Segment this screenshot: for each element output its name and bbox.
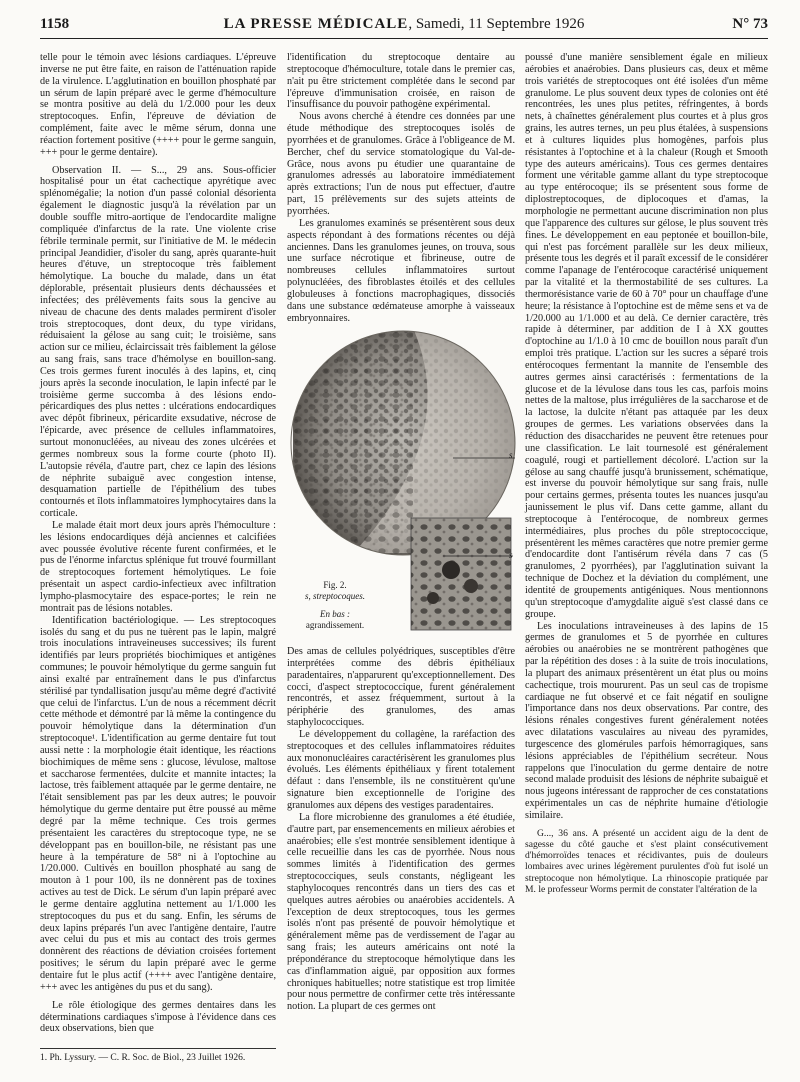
figure-magnification: agrandissement. [305, 619, 365, 630]
paragraph: Observation II. — S..., 29 ans. Sous-officier hospitalisé pour un état cachectique apyrétique avec splénomégalie; la notion d'un passé colonial désorienta également le diagnostic jusqu'à la révélation par un double souffle mitro-aortique de l'endocardite maligne compliquée d'infarctus de la rate. Une violente crise fébrile terminale permit, sur l'initiative de M. le médecin principal Jeandidier, d'isoler du sang, après quarante-huit heures d'étuve, un streptocoque très faiblement hémolytique. La bouche du malade, dans un état déplorable, présentait plusieurs dents déchaussées et infectées; des prélèvements faits sous la gencive au niveau de chacune des dents malades permirent d'isoler trois streptocoques, dont deux, du type viridans, réduisaient la gélose au sang cuit; le troisième, sans action sur ce milieu, éclaircissait très faiblement la gélose au sang frais, sans trace d'hémolyse en bouillon-sang. Ces trois germes furent inoculés à des lapins, et, cinq jours après la seconde inoculation, le lapin infecté par le troisième germe succomba à des lésions endo-péricardiques des plus nettes : ulcérations endocardiques avec dépôt fibrineux, péricardite exsudative, nécrose de l'épicarde, avec présence de cellules inflammatoires, surtout mononucléées, au niveau des zones ulcérées et germes nombreux sous la forme courte (photo II). L'autopsie révéla, d'autre part, chez ce lapin des lésions de néphrite subaiguë avec congestion intense, desquamation partielle de l'épithélium des tubes contournés et îlots inflammatoires lymphocytaires dans la corticale. [40, 164, 276, 520]
figure-marker: s [509, 550, 513, 560]
page-number: 1158 [40, 16, 70, 32]
figure-label: Fig. 2. [323, 580, 347, 590]
running-title [40, 16, 768, 33]
page-header [40, 14, 768, 39]
paragraph: poussé d'une manière sensiblement égale en milieux aérobies et anaérobies. Dans plusieurs cas, deux et même trois variétés de streptocoques ont été isolées d'un même granulome. Le plus souvent deux types de colonies ont été rencontrées, les unes plus petites, réfringentes, à bords nets, à chaînettes généralement plus courtes et à plus gros grains, les autres ternes, un peu plus étalées, à suspensions et à cultures liquides plus homogènes, parfois plus résistantes à l'optochine et à la chaleur (Rough et Smooth type des auteurs américains). Tous ces germes dentaires forment une véritable gamme allant du type streptocoque au type entérocoque; ils se présentent sous forme de diplostreptocoques, de diplocoques et d'amas, la morphologie ne permettant aucune discrimination non plus que l'apparence des cultures sur gélose, le plus souvent très fines. Le développement en eau peptonée et bouillon-bile, qui n'est pas forcément parallèle sur les deux milieux, présente tous les degrés et il paraît excessif de le considérer comme l'apanage de l'entérocoque caractérisé uniquement par la vitalité et la thermostabilité de ses cultures. La thermorésistance varie de 60 à 70° pour un chauffage d'une heure; la résistance à l'optochine est de même sens et va de 1/20.000 au 1/1.000 et au delà. Ce dernier caractère, très rapide à déterminer, par addition de I à XX gouttes d'optochine au 1/1.0 à 10 cmc de bouillon nous paraît d'un emploi très pratique. L'action sur les sucres a séparé trois entérocoques fermentant la mannite de l'ensemble des autres germes ainsi caractérisés : fermentations de la glucose et de la lévulose dans tous les cas, parfois moins nettes de la maltose, plus irrégulières de la saccharose et de la lactose, la dulcite n'étant pas attaquée par les deux groupes de germes. Les variations observées dans la réduction des disaccharides ne peuvent être retenues pour une classification. Le lait tournesolé est généralement coagulé, rougi et partiellement décoloré. L'action sur la gélose au sang chauffé jusqu'à brunissement, schématique, est inverse du pouvoir hémolytique sur sang frais, nulle pour certains germes, présenta toutes les nuances jusqu'au jaunissement le plus vif. Dans cette gamme, allant du streptocoque à l'entérocoque, de nombreux germes intermédiaires, plus proches du pôle streptococcique, présentèrent les mêmes caractères que notre premier germe d'endocardite dont l'antisérum révéla dans 7 cas (5 granulomes, 2 pyorrhées), par l'agglutination suivant la technique de Dochez et la déviation du complément, une identité de groupements antigéniques. Nous mentionnons qu'un streptocoque d'amygdalite aiguë s'est classé dans ce groupe. [525, 52, 768, 620]
footnote: 1. Ph. Lyssury. — C. R. Soc. de Biol., 23 Juillet 1926. [40, 1048, 276, 1064]
paragraph: l'identification du streptocoque dentaire au streptocoque d'hémoculture, totale dans le premier cas, n'ait pu être strictement complétée dans le second par l'épreuve d'immunisation croisée, en raison de l'insuffisance du pouvoir pathogène expérimental. [287, 52, 515, 111]
figure-legend: s, streptocoques. [305, 590, 365, 601]
middle-top-text [287, 52, 515, 324]
figure-inset-note: En bas : [320, 609, 350, 619]
paragraph: Le rôle étiologique des germes dentaires dans les déterminations cardiaques s'impose à l'évidence dans ces deux observations, bien que [40, 999, 276, 1035]
paragraph: Des amas de cellules polyédriques, susceptibles d'être interprétées comme des débris épithéliaux paradentaires, n'apparurent qu'exceptionnellement. Des cocci, d'aspect streptococcique, furent généralement rencontrés, et assez fréquemment, surtout à la périphérie des granulomes, des amas staphylococciques. [287, 646, 515, 729]
case-note: G..., 36 ans. A présenté un accident aigu de la dent de sagesse du côté gauche et s'est plaint consécutivement d'hémorroïdes tenaces et récidivantes, puis de douleurs lombaires avec urines légèrement purulentes d'où fut isolé un streptocoque non hémolytique. La rhinoscopie pratiquée par M. le professeur Worms permit de constater l'altération de la [525, 827, 768, 895]
figure-caption [295, 580, 375, 630]
issue-number: N° 73 [732, 16, 768, 32]
paragraph: Nous avons cherché à étendre ces données par une étude méthodique des streptocoques isolés de pyorrhées et de granulomes. Grâce à l'obligeance de M. Bercher, chef du service stomatologique du Val-de-Grâce, nous avons pu étudier une quarantaine de granulomes adressés au laboratoire immédiatement après extractions; l'un de nous put effectuer, d'autre part, 15 prélèvements sur des sujets atteints de pyorrhées. [287, 111, 515, 217]
issue-date: , Samedi, 11 Septembre 1926 [408, 16, 585, 32]
column-right [525, 52, 768, 1060]
paragraph: telle pour le témoin avec lésions cardiaques. L'épreuve inverse ne put être faite, en raison de l'atténuation rapide de la virulence. L'agglutination en bouillon phosphaté par un sérum de lapin préparé avec le germe d'hémoculture se montra positive au delà du 1/2.000 pour les deux streptocoques. Enfin, l'épreuve de déviation de complément, faite avec le même sérum, donna une réaction fortement positive (++++ pour le germe sanguin, +++ pour le germe dentaire). [40, 52, 276, 158]
journal-name: LA PRESSE MÉDICALE [223, 16, 409, 32]
paragraph: Les inoculations intraveineuses à des lapins de 15 germes de granulomes et 5 de pyorrhée en cultures aérobies ou anaérobies ne se montrèrent pathogènes que par la répétition des doses : à la suite de trois inoculations, la plupart des animaux présentèrent un état plus ou moins cachectique, trois moururent. Pas un seul cas de tropisme cardiaque ne fut observé et ce fait négatif en souligne l'importance dans nos deux observations. Par contre, des lésions rénales congestives furent généralement notées avec dilatations vasculaires au niveau des pyramides, turgescence des glomérules parfois hémorragiques, sans lésions appréciables de l'épithélium secréteur. Nous rappelons que l'inoculation du germe dentaire de notre second malade produisit des lésions de néphrite subaiguë et nous jugeons intéressant de rapprocher de ces constatations expérimentales un cas de néphrite humaine d'étiologie similaire. [525, 620, 768, 821]
paragraph: Le développement du collagène, la raréfaction des streptocoques et des cellules inflammatoires réduites aux mononucléaires caractérisèrent les granulomes plus évolués. Les éléments épithéliaux y firent totalement défaut : dans l'ensemble, ils ne constituèrent qu'une signature bien exceptionnelle de l'origine des granulomes aux dépens des vestiges paradentaires. [287, 728, 515, 811]
figure-marker: s [509, 450, 513, 460]
paragraph: Identification bactériologique. — Les streptocoques isolés du sang et du pus ne tuèrent pas le lapin, malgré trois inoculations intraveineuses successives; ils furent identifiés par leurs propriétés biochimiques et antigènes communes; le pouvoir hémolytique du germe sanguin fut ainsi exalté par entraînement dans le pus d'infarctus stérilisé par tyndallisation jusqu'au même degré d'activité que celui de l'infarctus. L'un de nous a récemment décrit cette méthode et démontré par là même la contingence du pouvoir hémolytique dans la détermination d'un streptocoque¹. L'identification au germe dentaire fut tout aussi nette : la morphologie était identique, les réactions biochimiques de même sens : glucose, lévulose, maltose et saccharose fermentées, dulcite et mannite intactes; la lactose, très faiblement attaquée par le germe dentaire, ne l'était sensiblement pas par les deux autres; le pouvoir hémolytique du germe dentaire put être poussé au même degré par la même technique. Ces trois germes présentaient les caractères du streptocoque type, ne se développant pas en bouillon-bile, ne résistant pas une heure à la température de 58° ni à l'optochine au 1/20.000. Cultivés en bouillon phosphaté au sang de mouton à 1 pour 100, ils ne donnèrent pas de toxines actives au test de Dick. Le sérum d'un lapin préparé avec le germe dentaire agglutina nettement au 1/1.000 les streptocoques du pus et du sang. Enfin, les sérums de deux lapins préparés l'un avec l'antigène dentaire, l'autre avec celui du pus et mis au contact des trois germes donnèrent des réactions de déviation croisées fortement positives; le sérum du lapin préparé avec le germe dentaire fut le plus actif (++++ avec l'antigène dentaire, +++ avec les antigènes du pus et du sang). [40, 614, 276, 993]
column-left [40, 52, 276, 1060]
paragraph: Le malade était mort deux jours après l'hémoculture : les lésions endocardiques déjà anciennes et calcifiées avec poussée évolutive récente furent confirmées, et le pus de l'énorme infarctus splénique fut trouvé fourmillant de streptocoques fortement hémolytiques. Le foie présentait un aspect cardio-infectieux avec infiltration lympho-plasmocytaire des espace-portes; le rein ne montrait pas de lésions notables. [40, 519, 276, 614]
micrograph-figure [293, 318, 515, 636]
paragraph: Les granulomes examinés se présentèrent sous deux aspects répondant à des formations récentes ou déjà anciennes. Dans les granulomes jeunes, on trouva, sous une surface nécrotique et fibrineuse, outre de nombreuses cellules inflammatoires surtout polynucléées, des fibroblastes étoilés et des cellules globuleuses à fonctions macrophagiques, dissociés dans une substance œdémateuse amorphe à vaisseaux embryonnaires. [287, 217, 515, 324]
paragraph: La flore microbienne des granulomes a été étudiée, d'autre part, par ensemencements en milieux aérobies et anaérobies; elle s'est montrée sensiblement identique à celle recueillie dans les cas de pyorrhée. Nous nous sommes limités à l'identification des germes streptococciques, seuls constants, négligeant les staphylocoques rencontrés dans un tiers des cas et quelques autres aérobies ou anaérobies accidentels. A l'exception de deux streptocoques, tous les germes isolés n'ont pas présenté de pouvoir hémolytique et généralement même pas de verdissement de l'agar au sang frais; les auteurs américains ont noté la prépondérance du streptocoque hémolytique dans les cas d'inflammation aiguë, par opposition aux formes chroniques habituelles; notre statistique est trop limitée pour nous permettre de confirmer cette très intéressante notion. La plupart de ces germes ont [287, 811, 515, 1013]
middle-bottom-text [287, 646, 515, 1013]
